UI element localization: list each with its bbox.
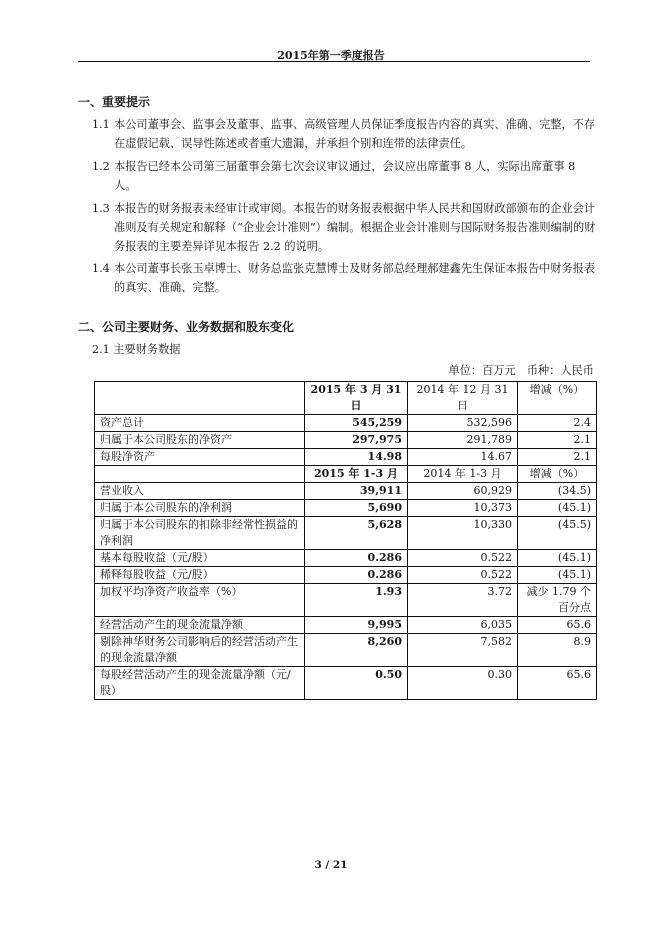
table-row: [95, 483, 597, 500]
cell-prior: 0.522: [408, 567, 518, 584]
cell-current: 545,259: [305, 415, 408, 432]
cell-prior: 0.30: [408, 667, 518, 700]
row-label: 归属于本公司股东的净资产: [95, 432, 305, 449]
table-row: [95, 567, 597, 584]
row-label: 资产总计: [95, 415, 305, 432]
header-rule: [78, 61, 590, 62]
item-1-2: [92, 157, 600, 195]
item-text: 本公司董事会、监事会及董事、监事、高级管理人员保证季度报告内容的真实、准确、完整，不存在虚假记载、误导性陈述或者重大遗漏，并承担个别和连带的法律责任。: [114, 118, 596, 150]
table-header-row: [95, 382, 597, 415]
cell-change: 2.1: [518, 432, 597, 449]
table-subheader-row: [95, 466, 597, 483]
item-1-3: [92, 199, 600, 256]
table-row: [95, 550, 597, 567]
item-number: 1.3: [92, 202, 110, 215]
header-cell: 增减（%）: [518, 466, 597, 483]
cell-current: 297,975: [305, 432, 408, 449]
cell-change: (34.5): [518, 483, 597, 500]
cell-change: 2.1: [518, 449, 597, 466]
table-row: [95, 667, 597, 700]
header-cell: 2015 年 1-3 月: [305, 466, 408, 483]
header-cell: 增减（%）: [518, 382, 597, 415]
row-label: 归属于本公司股东的扣除非经常性损益的净利润: [95, 517, 305, 550]
header-cell: [95, 466, 305, 483]
unit-note: 单位：百万元 币种：人民币: [448, 364, 594, 377]
section-1-title: 一、重要提示: [78, 95, 151, 109]
cell-change: 2.4: [518, 415, 597, 432]
cell-current: 39,911: [305, 483, 408, 500]
cell-change: (45.5): [518, 517, 597, 550]
cell-change: 65.6: [518, 617, 597, 634]
cell-change: 8.9: [518, 634, 597, 667]
cell-current: 0.286: [305, 550, 408, 567]
item-number: 1.1: [92, 118, 110, 131]
table-row: [95, 500, 597, 517]
row-label: 稀释每股收益（元/股）: [95, 567, 305, 584]
row-label: 每股经营活动产生的现金流量净额（元/股）: [95, 667, 305, 700]
cell-change: 65.6: [518, 667, 597, 700]
cell-current: 8,260: [305, 634, 408, 667]
page-number: 3 / 21: [314, 859, 348, 871]
item-text: 本报告的财务报表未经审计或审阅。本报告的财务报表根据中华人民共和国财政部颁布的企业会计准则及有关规定和解释（“企业会计准则”）编制。根据企业会计准则与国际财务报告准则编制的财务报表的主要差异详见本报告 2.2 的说明。: [114, 202, 596, 253]
cell-prior: 10,373: [408, 500, 518, 517]
section-2-title: 二、公司主要财务、业务数据和股东变化: [78, 320, 295, 334]
cell-current: 9,995: [305, 617, 408, 634]
item-text: 本报告已经本公司第三届董事会第七次会议审议通过，会议应出席董事 8 人，实际出席董事 8 人。: [114, 160, 576, 192]
cell-prior: 291,789: [408, 432, 518, 449]
row-label: 经营活动产生的现金流量净额: [95, 617, 305, 634]
table-row: [95, 634, 597, 667]
header-cell: [95, 382, 305, 415]
cell-change: (45.1): [518, 550, 597, 567]
table-row: [95, 517, 597, 550]
row-label: 剔除神华财务公司影响后的经营活动产生的现金流量净额: [95, 634, 305, 667]
item-text: 本公司董事长张玉卓博士、财务总监张克慧博士及财务部总经理郝建鑫先生保证本报告中财务报表的真实、准确、完整。: [114, 262, 596, 294]
item-1-1: [92, 115, 600, 153]
row-label: 归属于本公司股东的净利润: [95, 500, 305, 517]
cell-change: (45.1): [518, 567, 597, 584]
cell-change: 减少 1.79 个百分点: [518, 584, 597, 617]
cell-current: 0.50: [305, 667, 408, 700]
cell-prior: 14.67: [408, 449, 518, 466]
row-label: 每股净资产: [95, 449, 305, 466]
cell-prior: 10,330: [408, 517, 518, 550]
row-label: 营业收入: [95, 483, 305, 500]
table-row: [95, 449, 597, 466]
row-label: 加权平均净资产收益率（%）: [95, 584, 305, 617]
table-row: [95, 617, 597, 634]
cell-prior: 3.72: [408, 584, 518, 617]
header-cell: 2014 年 12 月 31 日: [408, 382, 518, 415]
cell-prior: 532,596: [408, 415, 518, 432]
cell-current: 14.98: [305, 449, 408, 466]
item-1-4: [92, 259, 600, 297]
header-cell: 2015 年 3 月 31 日: [305, 382, 408, 415]
financial-data-table: [94, 381, 597, 700]
table-row: [95, 432, 597, 449]
header-cell: 2014 年 1-3 月: [408, 466, 518, 483]
cell-current: 0.286: [305, 567, 408, 584]
item-number: 1.4: [92, 262, 110, 275]
cell-prior: 6,035: [408, 617, 518, 634]
table-row: [95, 584, 597, 617]
cell-current: 5,690: [305, 500, 408, 517]
table-row: [95, 415, 597, 432]
item-number: 1.2: [92, 160, 110, 173]
subsection-2-1-title: 2.1 主要财务数据: [92, 343, 181, 356]
running-header-title: 2015年第一季度报告: [277, 49, 385, 62]
row-label: 基本每股收益（元/股）: [95, 550, 305, 567]
cell-prior: 7,582: [408, 634, 518, 667]
cell-prior: 60,929: [408, 483, 518, 500]
cell-prior: 0.522: [408, 550, 518, 567]
cell-current: 1.93: [305, 584, 408, 617]
cell-change: (45.1): [518, 500, 597, 517]
cell-current: 5,628: [305, 517, 408, 550]
